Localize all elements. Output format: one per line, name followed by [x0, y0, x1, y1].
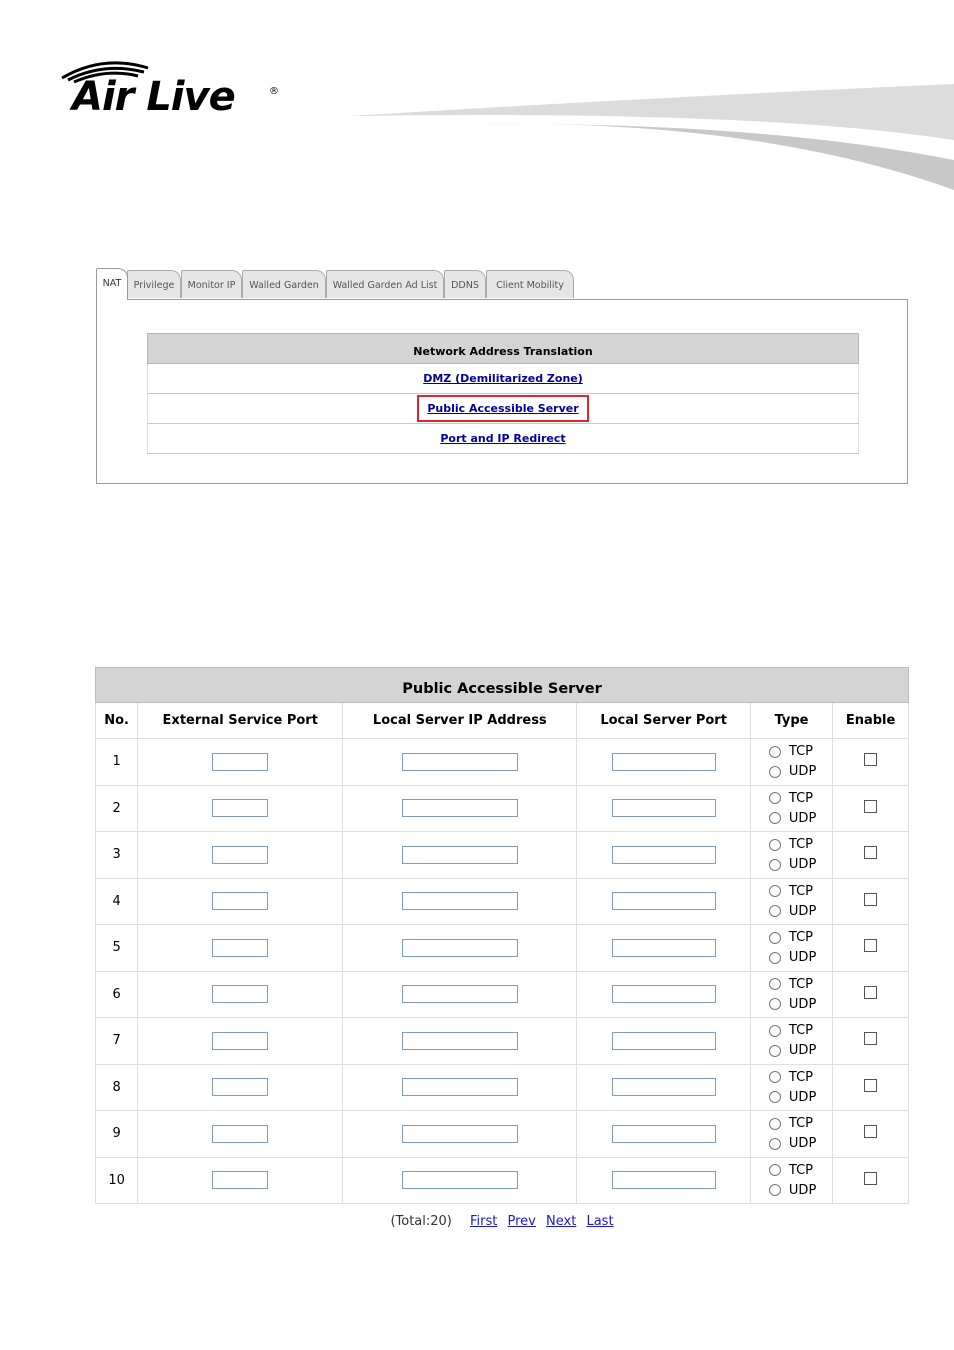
external-port-input[interactable]: [212, 1078, 268, 1096]
nat-table: [147, 333, 859, 454]
external-port-input[interactable]: [212, 892, 268, 910]
tcp-radio[interactable]: [769, 792, 781, 804]
external-port-input[interactable]: [212, 753, 268, 771]
enable-checkbox[interactable]: [864, 1172, 877, 1185]
tab-walled-garden-ad-list[interactable]: Walled Garden Ad List: [326, 270, 444, 298]
enable-checkbox[interactable]: [864, 939, 877, 952]
row-number: 7: [96, 1018, 138, 1065]
udp-radio[interactable]: [769, 859, 781, 871]
external-port-input[interactable]: [212, 1032, 268, 1050]
tab-privilege[interactable]: Privilege: [127, 270, 181, 298]
local-port-input[interactable]: [612, 1078, 716, 1096]
enable-checkbox[interactable]: [864, 1032, 877, 1045]
tcp-radio[interactable]: [769, 839, 781, 851]
local-ip-input[interactable]: [402, 939, 518, 957]
udp-label: UDP: [788, 996, 817, 1012]
table-row: [96, 971, 909, 1018]
tab-nat[interactable]: NAT: [96, 268, 128, 300]
row-number: 2: [96, 785, 138, 832]
udp-label: UDP: [788, 764, 817, 780]
local-port-input[interactable]: [612, 985, 716, 1003]
udp-label: UDP: [788, 810, 817, 826]
row-number: 9: [96, 1111, 138, 1158]
tcp-radio[interactable]: [769, 885, 781, 897]
registered-mark: ®: [269, 86, 279, 97]
local-port-input[interactable]: [612, 1125, 716, 1143]
col-local-ip: Local Server IP Address: [343, 703, 577, 739]
public-accessible-server-link[interactable]: Public Accessible Server: [427, 402, 579, 415]
enable-checkbox[interactable]: [864, 986, 877, 999]
tcp-radio[interactable]: [769, 1118, 781, 1130]
local-ip-input[interactable]: [402, 1032, 518, 1050]
udp-label: UDP: [788, 1043, 817, 1059]
last-link[interactable]: Last: [586, 1214, 614, 1229]
tcp-label: TCP: [788, 1023, 814, 1039]
table-row: [96, 785, 909, 832]
pas-rows: [96, 739, 909, 1204]
tcp-label: TCP: [788, 1162, 814, 1178]
nat-title: Network Address Translation: [148, 334, 859, 364]
local-ip-input[interactable]: [402, 753, 518, 771]
port-ip-redirect-link[interactable]: Port and IP Redirect: [440, 432, 566, 445]
udp-radio[interactable]: [769, 766, 781, 778]
row-number: 3: [96, 832, 138, 879]
tcp-label: TCP: [788, 744, 814, 760]
udp-radio[interactable]: [769, 905, 781, 917]
tcp-label: TCP: [788, 1116, 814, 1132]
udp-radio[interactable]: [769, 1045, 781, 1057]
local-ip-input[interactable]: [402, 892, 518, 910]
highlight-box: [417, 395, 588, 422]
udp-label: UDP: [788, 1136, 817, 1152]
logo-text: Air Live: [72, 74, 235, 120]
header-swoosh: [340, 80, 954, 195]
external-port-input[interactable]: [212, 985, 268, 1003]
enable-checkbox[interactable]: [864, 893, 877, 906]
tcp-radio[interactable]: [769, 932, 781, 944]
table-row: [96, 878, 909, 925]
external-port-input[interactable]: [212, 939, 268, 957]
local-port-input[interactable]: [612, 892, 716, 910]
pas-title: Public Accessible Server: [96, 668, 909, 703]
row-number: 6: [96, 971, 138, 1018]
table-row: [96, 832, 909, 879]
udp-label: UDP: [788, 903, 817, 919]
local-port-input[interactable]: [612, 753, 716, 771]
tcp-label: TCP: [788, 790, 814, 806]
tab-monitor-ip[interactable]: Monitor IP: [181, 270, 242, 298]
tcp-label: TCP: [788, 930, 814, 946]
tcp-label: TCP: [788, 1069, 814, 1085]
first-link[interactable]: First: [470, 1214, 498, 1229]
col-no: No.: [96, 703, 138, 739]
table-row: [96, 1018, 909, 1065]
row-number: 1: [96, 739, 138, 786]
col-local-port: Local Server Port: [577, 703, 751, 739]
tcp-radio[interactable]: [769, 1164, 781, 1176]
prev-link[interactable]: Prev: [507, 1214, 536, 1229]
dmz-link[interactable]: DMZ (Demilitarized Zone): [423, 372, 583, 385]
enable-checkbox[interactable]: [864, 1125, 877, 1138]
table-row: [96, 1157, 909, 1204]
local-port-input[interactable]: [612, 1171, 716, 1189]
local-ip-input[interactable]: [402, 1078, 518, 1096]
udp-label: UDP: [788, 1089, 817, 1105]
local-ip-input[interactable]: [402, 1171, 518, 1189]
local-ip-input[interactable]: [402, 846, 518, 864]
tab-bar: [96, 268, 908, 300]
local-ip-input[interactable]: [402, 799, 518, 817]
tab-walled-garden[interactable]: Walled Garden: [242, 270, 326, 298]
tcp-radio[interactable]: [769, 1025, 781, 1037]
airlive-logo: [58, 56, 288, 126]
external-port-input[interactable]: [212, 799, 268, 817]
local-ip-input[interactable]: [402, 985, 518, 1003]
tcp-radio[interactable]: [769, 746, 781, 758]
udp-radio[interactable]: [769, 952, 781, 964]
row-number: 5: [96, 925, 138, 972]
table-row: [96, 1111, 909, 1158]
udp-radio[interactable]: [769, 998, 781, 1010]
total-count: (Total:20): [390, 1214, 452, 1229]
enable-checkbox[interactable]: [864, 846, 877, 859]
udp-label: UDP: [788, 1182, 817, 1198]
table-row: [96, 1064, 909, 1111]
tcp-radio[interactable]: [769, 1071, 781, 1083]
pas-table: [95, 667, 909, 1204]
udp-label: UDP: [788, 857, 817, 873]
enable-checkbox[interactable]: [864, 800, 877, 813]
udp-radio[interactable]: [769, 812, 781, 824]
local-port-input[interactable]: [612, 846, 716, 864]
col-external-port: External Service Port: [138, 703, 343, 739]
nat-panel: [96, 268, 908, 484]
external-port-input[interactable]: [212, 846, 268, 864]
enable-checkbox[interactable]: [864, 1079, 877, 1092]
local-port-input[interactable]: [612, 939, 716, 957]
local-port-input[interactable]: [612, 1032, 716, 1050]
pager: [95, 1214, 909, 1229]
udp-radio[interactable]: [769, 1184, 781, 1196]
tcp-label: TCP: [788, 837, 814, 853]
col-type: Type: [750, 703, 832, 739]
udp-radio[interactable]: [769, 1091, 781, 1103]
next-link[interactable]: Next: [546, 1214, 577, 1229]
local-ip-input[interactable]: [402, 1125, 518, 1143]
col-enable: Enable: [833, 703, 909, 739]
external-port-input[interactable]: [212, 1171, 268, 1189]
table-row: [96, 925, 909, 972]
tcp-label: TCP: [788, 976, 814, 992]
row-number: 4: [96, 878, 138, 925]
tcp-label: TCP: [788, 883, 814, 899]
nat-content: [96, 299, 908, 484]
udp-radio[interactable]: [769, 1138, 781, 1150]
local-port-input[interactable]: [612, 799, 716, 817]
row-number: 8: [96, 1064, 138, 1111]
enable-checkbox[interactable]: [864, 753, 877, 766]
udp-label: UDP: [788, 950, 817, 966]
tab-client-mobility[interactable]: Client Mobility: [486, 270, 574, 298]
tcp-radio[interactable]: [769, 978, 781, 990]
public-accessible-server-panel: [95, 667, 909, 1229]
tab-ddns[interactable]: DDNS: [444, 270, 486, 298]
row-number: 10: [96, 1157, 138, 1204]
external-port-input[interactable]: [212, 1125, 268, 1143]
table-row: [96, 739, 909, 786]
